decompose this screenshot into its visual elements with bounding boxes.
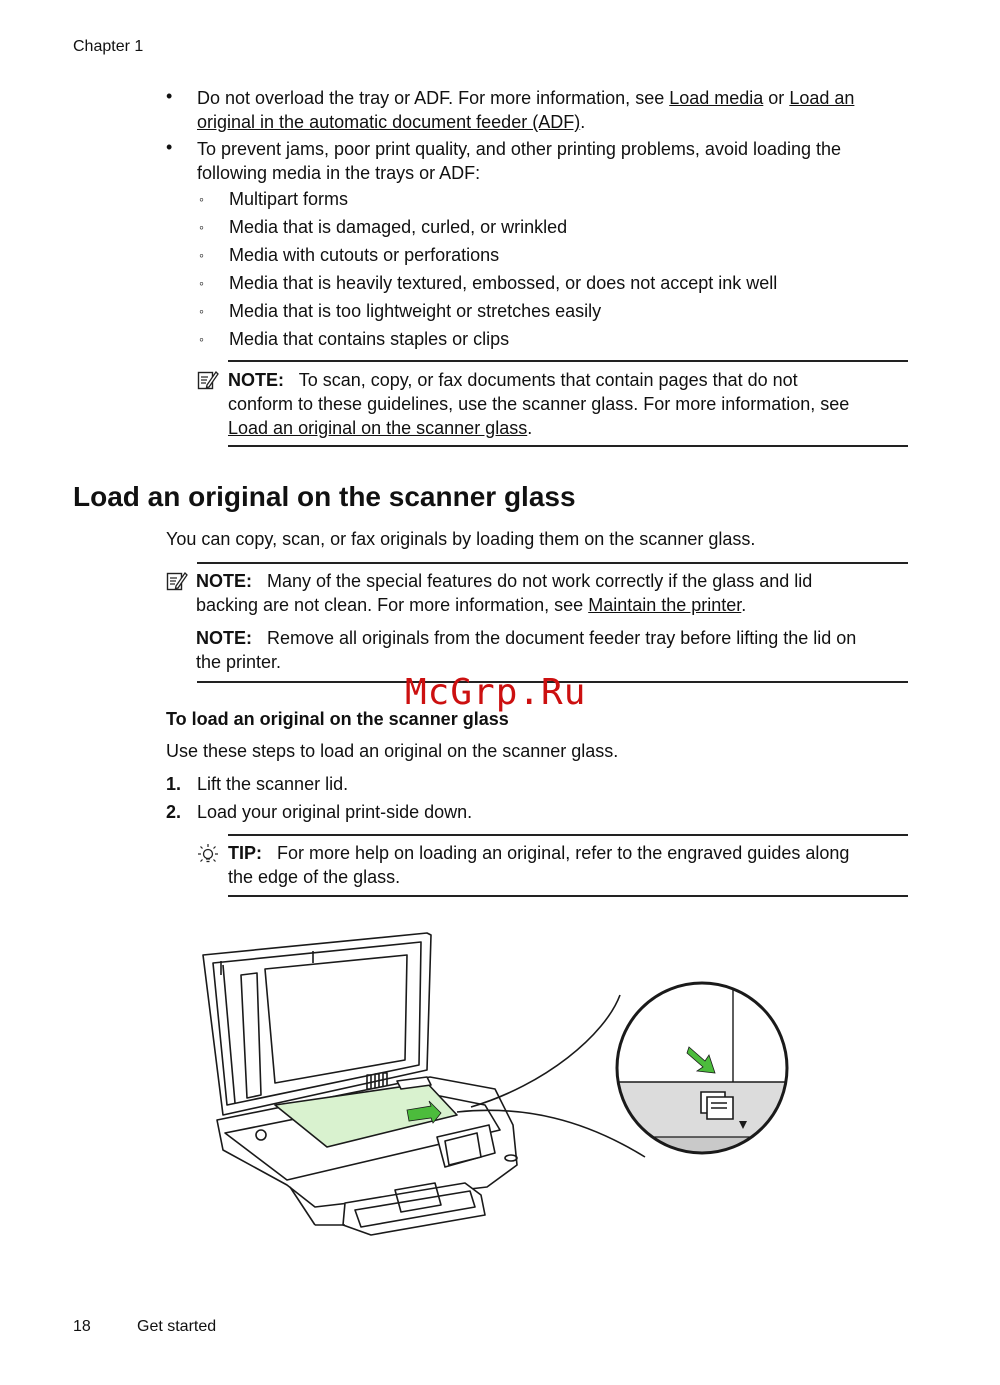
bullet-item xyxy=(197,86,917,134)
note-label: NOTE: xyxy=(196,628,252,648)
link-load-adf[interactable]: Load an xyxy=(789,88,855,108)
note-rule-top xyxy=(228,360,908,362)
link-maintain-printer[interactable]: Maintain the printer xyxy=(588,595,742,615)
sub-list-item: Media that contains staples or clips xyxy=(229,329,510,349)
sub-list-item: Media that is heavily textured, embossed, or does not accept ink well xyxy=(229,273,778,293)
sub-bullet-dot: ◦ xyxy=(199,331,204,347)
tip-rule-bottom xyxy=(228,895,908,897)
sub-bullet-dot: ◦ xyxy=(199,191,204,207)
tip-rule-top xyxy=(228,834,908,836)
sub-bullet-dot: ◦ xyxy=(199,247,204,263)
note-icon xyxy=(166,570,188,592)
note-rule-top xyxy=(197,562,908,564)
note-text: Many of the special features do not work correctly if the glass and lid xyxy=(267,571,813,591)
step-text: Load your original print-side down. xyxy=(197,802,473,822)
note-text: backing are not clean. For more information, see xyxy=(196,595,589,615)
bullet-dot: • xyxy=(166,86,173,106)
link-load-media[interactable]: Load media xyxy=(669,88,764,108)
note-label: NOTE: xyxy=(196,571,252,591)
step-text: Lift the scanner lid. xyxy=(197,774,349,794)
note-text: Remove all originals from the document feeder tray before lifting the lid on xyxy=(267,628,857,648)
note-text: . xyxy=(527,418,533,438)
note-block xyxy=(196,569,911,617)
tip-label: TIP: xyxy=(228,843,262,863)
page-number: 18 xyxy=(73,1318,91,1335)
section-title: Load an original on the scanner glass xyxy=(73,481,576,512)
note-text: conform to these guidelines, use the scanner glass. For more information, see xyxy=(228,394,850,414)
tip-text: the edge of the glass. xyxy=(228,867,401,887)
procedure-heading: To load an original on the scanner glass xyxy=(166,709,509,729)
bullet-text: following media in the trays or ADF: xyxy=(197,163,481,183)
note-icon xyxy=(197,369,219,391)
sub-bullet-dot: ◦ xyxy=(199,219,204,235)
tip-lightbulb-icon xyxy=(196,843,220,867)
printer-scanner-illustration xyxy=(195,925,795,1250)
sub-bullet-dot: ◦ xyxy=(199,303,204,319)
step-number: 2. xyxy=(166,802,182,822)
sub-list-item: Media that is damaged, curled, or wrinkled xyxy=(229,217,568,237)
section-intro: You can copy, scan, or fax originals by loading them on the scanner glass. xyxy=(166,529,756,549)
note-block xyxy=(196,626,911,674)
tip-block xyxy=(228,841,918,889)
sub-list-item: Multipart forms xyxy=(229,189,349,209)
note-block xyxy=(228,368,918,440)
sub-list-item: Media with cutouts or perforations xyxy=(229,245,500,265)
bullet-text: Do not overload the tray or ADF. For more information, see xyxy=(197,88,670,108)
bullet-dot: • xyxy=(166,137,173,157)
bullet-text: . xyxy=(580,112,586,132)
footer-section: Get started xyxy=(137,1318,217,1335)
step-number: 1. xyxy=(166,774,182,794)
bullet-item xyxy=(197,137,917,185)
watermark: McGrp.Ru xyxy=(405,672,587,713)
chapter-header: Chapter 1 xyxy=(73,38,144,55)
link-load-scanner-glass[interactable]: Load an original on the scanner glass xyxy=(228,418,528,438)
note-rule-bottom xyxy=(228,445,908,447)
link-load-adf-cont[interactable]: original in the automatic document feeder (ADF) xyxy=(197,112,581,132)
sub-bullet-dot: ◦ xyxy=(199,275,204,291)
note-text: . xyxy=(741,595,747,615)
bullet-text: or xyxy=(763,88,790,108)
sub-list-item: Media that is too lightweight or stretches easily xyxy=(229,301,602,321)
note-text: To scan, copy, or fax documents that contain pages that do not xyxy=(298,370,798,390)
bullet-text: To prevent jams, poor print quality, and other printing problems, avoid loading the xyxy=(197,139,842,159)
note-label: NOTE: xyxy=(228,370,284,390)
note-text: the printer. xyxy=(196,652,282,672)
procedure-intro: Use these steps to load an original on the scanner glass. xyxy=(166,741,619,761)
tip-text: For more help on loading an original, refer to the engraved guides along xyxy=(277,843,850,863)
